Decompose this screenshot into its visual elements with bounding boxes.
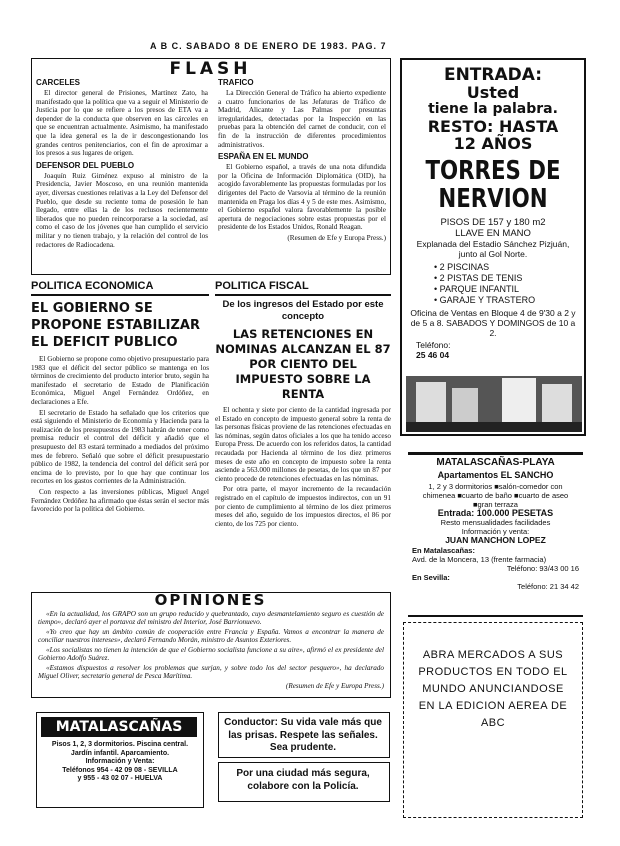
playa-title: MATALASCAÑAS-PLAYA bbox=[436, 457, 555, 468]
conductor-ad-text: Conductor: Su vida vale más que las prisas. Respete las señales. Sea prudente. bbox=[224, 717, 382, 753]
flash-credit: (Resumen de Efe y Europa Press.) bbox=[287, 233, 386, 242]
flash-text: La Dirección General de Tráfico ha abierto expediente a cuatro funcionarios de las Jefaturas de Tráfico de Madrid, Alicante y Las Palmas por presuntas irregularidades, detectadas por la Inspección en las pruebas para la obtención del carnet de conducir, con el fin de la instrucción de diferentes procedimientos administrativos. bbox=[218, 89, 386, 149]
economica-column bbox=[31, 280, 209, 580]
feature-item: • GARAJE Y TRASTERO bbox=[434, 295, 536, 305]
feature-item: • 2 PISCINAS bbox=[434, 262, 490, 272]
nervion-name: NERVION bbox=[438, 184, 548, 214]
feature-item: • PARQUE INFANTIL bbox=[434, 284, 520, 294]
flash-heading: DEFENSOR DEL PUEBLO bbox=[36, 160, 135, 170]
nervion-llave: LLAVE EN MANO bbox=[455, 228, 531, 239]
matalascanas-ad bbox=[36, 712, 204, 808]
nervion-ad bbox=[400, 58, 586, 436]
matalascanas-ad-title: MATALASCAÑAS bbox=[41, 717, 197, 737]
fiscal-kicker: De los ingresos del Estado por este concepto bbox=[222, 299, 384, 322]
nervion-oficina: Oficina de Ventas en Bloque 4 de 9'30 a 2 y de 5 a 8. SABADOS Y DOMINGOS de 10 a 2. bbox=[410, 308, 576, 338]
flash-box bbox=[31, 58, 391, 275]
fiscal-body: El ochenta y siete por ciento de la cantidad ingresada por el Estado en concepto de impuesto general sobre la renta de las personas físicas proviene de las retenciones efectuadas en las nóminas, según datos oficiales a los que ha tenido acceso Europa Press. De acuerdo con los referidos datos, la cantidad recaudada por Hacienda al término de los diez primeros meses de este año en concepto de impuesto sobre la renta asciende a 563.000 millones de pesetas, de los que un 87 por ciento procede de retenciones efectuadas en las nóminas. Por otra parte, el mayor incremento de la recaudación registrado en el capítulo de impuestos indirectos, con un 91 por ciento de cumplimiento al término de los diez primeros meses del año, seguido de los impuestos directos, el 86 por ciento, de los 725 por ciento. bbox=[215, 406, 391, 528]
ciudad-ad-text: Por una ciudad más segura, colabore con la Policía. bbox=[236, 768, 370, 792]
flash-heading: CARCELES bbox=[36, 78, 81, 87]
page-header: A B C. SABADO 8 DE ENERO DE 1983. PAG. 7 bbox=[150, 41, 387, 51]
flash-heading: TRAFICO bbox=[218, 78, 254, 87]
opiniones-title: OPINIONES bbox=[154, 592, 267, 609]
economica-section-title: POLITICA ECONOMICA bbox=[31, 280, 209, 296]
building-illustration bbox=[406, 376, 582, 432]
fiscal-column bbox=[215, 280, 391, 580]
nervion-torres: TORRES DE bbox=[425, 156, 561, 186]
matalascanas-ad-text: Pisos 1, 2, 3 dormitorios. Piscina central. Jardín infantil. Aparcamiento. Información y Venta: Teléfonos 954 - 42 09 08 - SEVILLA y 955 - 43 02 07 - HUELVA bbox=[51, 741, 189, 782]
nervion-pisos: PISOS DE 157 y 180 m2 bbox=[440, 217, 546, 228]
playa-lines: 1, 2 y 3 dormitorios ■salón-comedor con chimenea ■cuarto de baño ■cuarto de aseo ■gran terraza Entrada: 100.000 PESETAS Resto mensualidades facilidades Información y venta: JUAN MANCHON LOPEZ bbox=[422, 482, 569, 545]
fiscal-section-title: POLITICA FISCAL bbox=[215, 280, 391, 296]
flash-left-column bbox=[36, 77, 208, 251]
nervion-entrada: ENTRADA: bbox=[443, 65, 543, 85]
flash-text: El Gobierno español, a través de una nota difundida por la Oficina de Información Diplomática (OID), ha acogido favorablemente las propuestas formuladas por los dirigentes del Pacto de Varsovia al término de la reunión mantenida en Praga los días 4 y 5 de este mes. Asimismo, el Gobierno español valora favorablemente la posible apertura de negociaciones sobre estas propuestas por el presidente de los Estados Unidos, Ronald Reagan. bbox=[218, 163, 386, 232]
playa-ad bbox=[408, 452, 583, 617]
flash-heading: ESPAÑA EN EL MUNDO bbox=[218, 152, 309, 162]
nervion-anos: 12 AÑOS bbox=[453, 134, 533, 153]
economica-body: El Gobierno se propone como objetivo presupuestario para 1983 que el déficit del sector público se mantenga en los términos de crecimiento del producto interior bruto, según ha manifestado el secretario de Estado de Planificación Económica, Miguel Angel Fernández Ordóñez, en declaraciones a Efe. El secretario de Estado ha señalado que los criterios que está siguiendo el Ministerio de Economía y Hacienda para la realización de los presupuestos de 1983 habrán de tener como premisa reducir el control del déficit y añadió que el presupuesto del 83 estará terminado a mediados del próximo mes de febrero. Señaló que sobre el déficit presupuestario público de 1982, la tendencia del control del déficit será por encima de lo previsto, por lo que hay que continuar los recortes en los gastos corrientes de la Administración. Con respecto a las inversiones públicas, Miguel Angel Fernández Ordóñez ha afirmado que éstas serán el sector más favorecido por la política del Gobierno. bbox=[31, 355, 209, 514]
nervion-telefono: Teléfono: 25 46 04 bbox=[416, 340, 451, 360]
flash-title: FLASH bbox=[169, 59, 252, 79]
nervion-resto: RESTO: HASTA bbox=[427, 117, 559, 136]
fiscal-headline: LAS RETENCIONES EN NOMINAS ALCANZAN EL 87 POR CIENTO DEL IMPUESTO SOBRE LA RENTA bbox=[215, 327, 391, 401]
nervion-explanada: Explanada del Estadio Sánchez Pizjuán, junto al Gol Norte. bbox=[416, 239, 570, 259]
flash-right-column bbox=[218, 77, 386, 243]
opiniones-box bbox=[31, 592, 391, 698]
feature-item: • 2 PISTAS DE TENIS bbox=[434, 273, 523, 283]
ciudad-ad bbox=[218, 762, 390, 802]
opiniones-quotes: «En la actualidad, los GRAPO son un grupo reducido y quebrantado, cuyo desmantelamiento seguro es cuestión de tiempo», declaró ayer el portavoz del ministro del Interior, José Barrionuevo. «Yo creo que hay un ámbito común de cooperación entre Francia y España. Vamos a encontrar la manera de conciliar nuestros intereses», declaró Fernando Morán, ministro de Asuntos Exteriores. «Los socialistas no tienen la intención de que el Gobierno socialista funcione a su aire», afirmó el ex presidente del Gobierno Adolfo Suárez. «Estamos dispuestos a resolver los problemas que surjan, y sobre todo los del sector pesquero», ha declarado Miguel Oliver, secretario general de Pesca Marítima. (Resumen de Efe y Europa Press.) bbox=[38, 610, 384, 690]
nervion-usted: Usted bbox=[466, 83, 520, 102]
flash-text: El director general de Prisiones, Martínez Zato, ha manifestado que la política que va a seguir el Ministerio de Justicia por lo que se refiere a los presos de ETA va a depender de la conducta que observen en las cárceles en que se encuentran actualmente. Asimismo, ha manifestado que la idea general es la de ir descongestionando los grandes centros penitenciarios, con el fin de aproximar a los presos a sus lugares de origen. bbox=[36, 89, 208, 158]
nervion-features bbox=[402, 262, 584, 306]
opiniones-credit: (Resumen de Efe y Europa Press.) bbox=[285, 682, 384, 690]
conductor-ad bbox=[218, 712, 390, 758]
nervion-tiene: tiene la palabra. bbox=[428, 101, 558, 117]
flash-text: Joaquín Ruiz Giménez expuso al ministro de la Presidencia, Javier Moscoso, en una reunión mantenida ayer, diversas cuestiones relativas a la Ley del Defensor del Pueblo, que desde su reciente toma de posesión le han llegado, entre ellas la de los reclusos recientemente liberados que no pueden reincorporarse a la sociedad, así como el caso de los jóvenes que han cumplido el servicio militar y no tienen trabajo, y la relación del control de los redactores de Radiocadena. bbox=[36, 171, 208, 249]
playa-contacts: En Matalascañas: Avd. de la Moncera, 13 (frente farmacia) Teléfono: 93/43 00 16 En Sevilla: Teléfono: 21 34 42 bbox=[412, 546, 579, 591]
economica-headline: EL GOBIERNO SE PROPONE ESTABILIZAR EL DEFICIT PUBLICO bbox=[31, 301, 200, 350]
playa-sub: Apartamentos EL SANCHO bbox=[437, 470, 554, 480]
abc-ad bbox=[403, 622, 583, 818]
abc-ad-text: ABRA MERCADOS A SUS PRODUCTOS EN TODO EL MUNDO ANUNCIANDOSE EN LA EDICION AEREA DE ABC bbox=[418, 649, 568, 729]
